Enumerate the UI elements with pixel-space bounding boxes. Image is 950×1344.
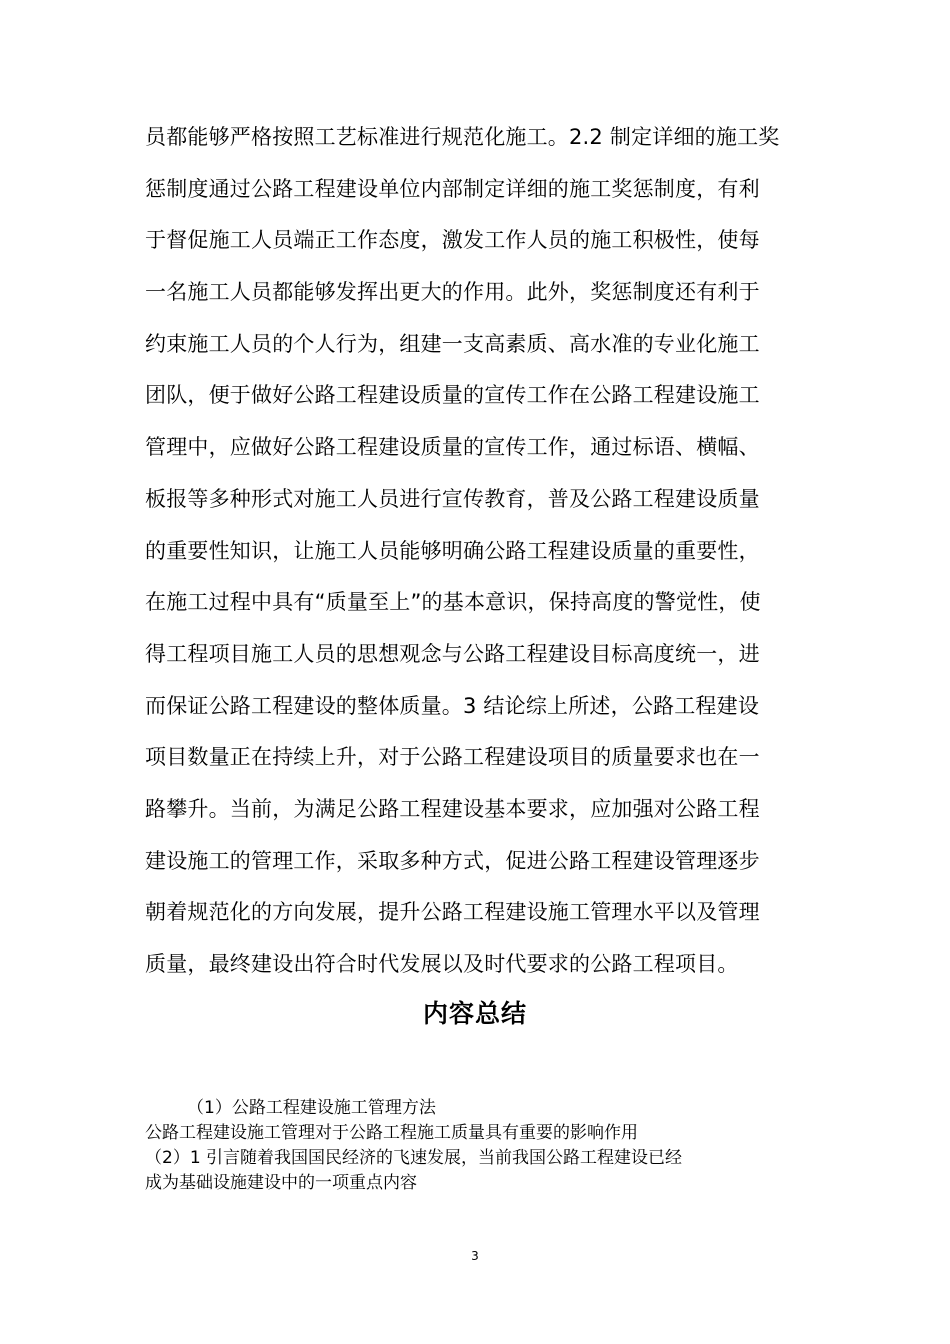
body-line: 而保证公路工程建设的整体质量。3 结论综上所述，公路工程建设 (145, 693, 760, 718)
summary-item: 公路工程建设施工管理对于公路工程施工质量具有重要的影响作用 (145, 1123, 638, 1143)
body-line: 路攀升。当前，为满足公路工程建设基本要求，应加强对公路工程 (145, 796, 760, 821)
page-number: 3 (471, 1249, 479, 1263)
body-line: 员都能够严格按照工艺标准进行规范化施工。2.2 制定详细的施工奖 (145, 125, 780, 149)
body-line: 一名施工人员都能够发挥出更大的作用。此外，奖惩制度还有利于 (145, 280, 760, 305)
summary-title: 内容总结 (422, 999, 527, 1028)
body-line: 惩制度通过公路工程建设单位内部制定详细的施工奖惩制度，有利 (145, 176, 760, 201)
body-line: 于督促施工人员端正工作态度，激发工作人员的施工积极性，使每 (145, 228, 760, 253)
summary-list (145, 1096, 805, 1196)
body-line: 质量，最终建设出符合时代发展以及时代要求的公路工程项目。 (145, 952, 739, 976)
body-line: 团队，便于做好公路工程建设质量的宣传工作在公路工程建设施工 (145, 383, 760, 408)
body-line: 约束施工人员的个人行为，组建一支高素质、高水准的专业化施工 (145, 331, 760, 356)
body-line: 在施工过程中具有“质量至上”的基本意识，保持高度的警觉性，使 (145, 590, 761, 615)
body-line: 的重要性知识，让施工人员能够明确公路工程建设质量的重要性， (145, 538, 760, 563)
body-text (145, 116, 805, 995)
body-line: 建设施工的管理工作，采取多种方式，促进公路工程建设管理逐步 (145, 848, 760, 873)
summary-item: （2）1 引言随着我国国民经济的飞速发展，当前我国公路工程建设已经 (145, 1148, 683, 1168)
body-line: 项目数量正在持续上升，对于公路工程建设项目的质量要求也在一 (145, 745, 760, 770)
body-line: 得工程项目施工人员的思想观念与公路工程建设目标高度统一，进 (145, 641, 760, 666)
body-line: 板报等多种形式对施工人员进行宣传教育，普及公路工程建设质量 (145, 486, 760, 511)
body-line: 管理中，应做好公路工程建设质量的宣传工作，通过标语、横幅、 (145, 435, 760, 460)
summary-item: （1）公路工程建设施工管理方法 (187, 1098, 436, 1118)
body-line: 朝着规范化的方向发展，提升公路工程建设施工管理水平以及管理 (145, 900, 760, 925)
summary-item: 成为基础设施建设中的一项重点内容 (145, 1173, 417, 1193)
